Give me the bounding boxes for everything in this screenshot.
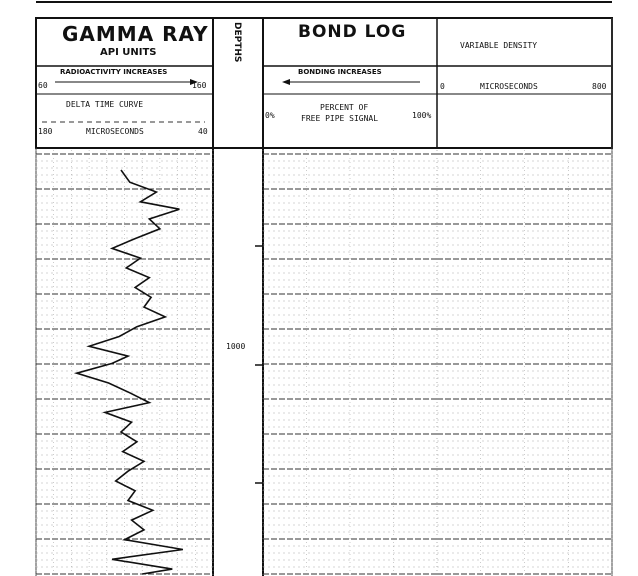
vdl-units-label: MICROSECONDS [480, 82, 538, 91]
bond-log-title: BOND LOG [298, 22, 407, 42]
gamma-scale-max: 160 [192, 81, 207, 90]
delta-scale-min: 180 [38, 127, 53, 136]
delta-scale-max: 40 [198, 127, 208, 136]
depth-marker-1000: 1000 [226, 342, 246, 351]
bonding-label: BONDING INCREASES [298, 68, 382, 76]
bond-caption-line1: PERCENT OF [320, 103, 369, 112]
gamma-units-label: API UNITS [100, 47, 157, 58]
delta-units-label: MICROSECONDS [86, 127, 144, 136]
gamma-scale-min: 60 [38, 81, 48, 90]
bond-caption-line2: FREE PIPE SIGNAL [301, 114, 379, 123]
gamma-ray-curve [77, 170, 183, 574]
depth-ticks [255, 246, 263, 483]
depths-title: DEPTHS [232, 22, 242, 63]
vdl-scale-min: 0 [440, 82, 445, 91]
radioactivity-label: RADIOACTIVITY INCREASES [60, 68, 168, 76]
delta-time-title: DELTA TIME CURVE [66, 100, 144, 109]
bond-scale-min: 0% [265, 111, 275, 120]
vdl-scale-max: 800 [592, 82, 607, 91]
gamma-ray-title: GAMMA RAY [62, 22, 209, 46]
variable-density-title: VARIABLE DENSITY [460, 41, 538, 50]
bond-scale-max: 100% [412, 111, 432, 120]
grid-lines [36, 150, 612, 576]
